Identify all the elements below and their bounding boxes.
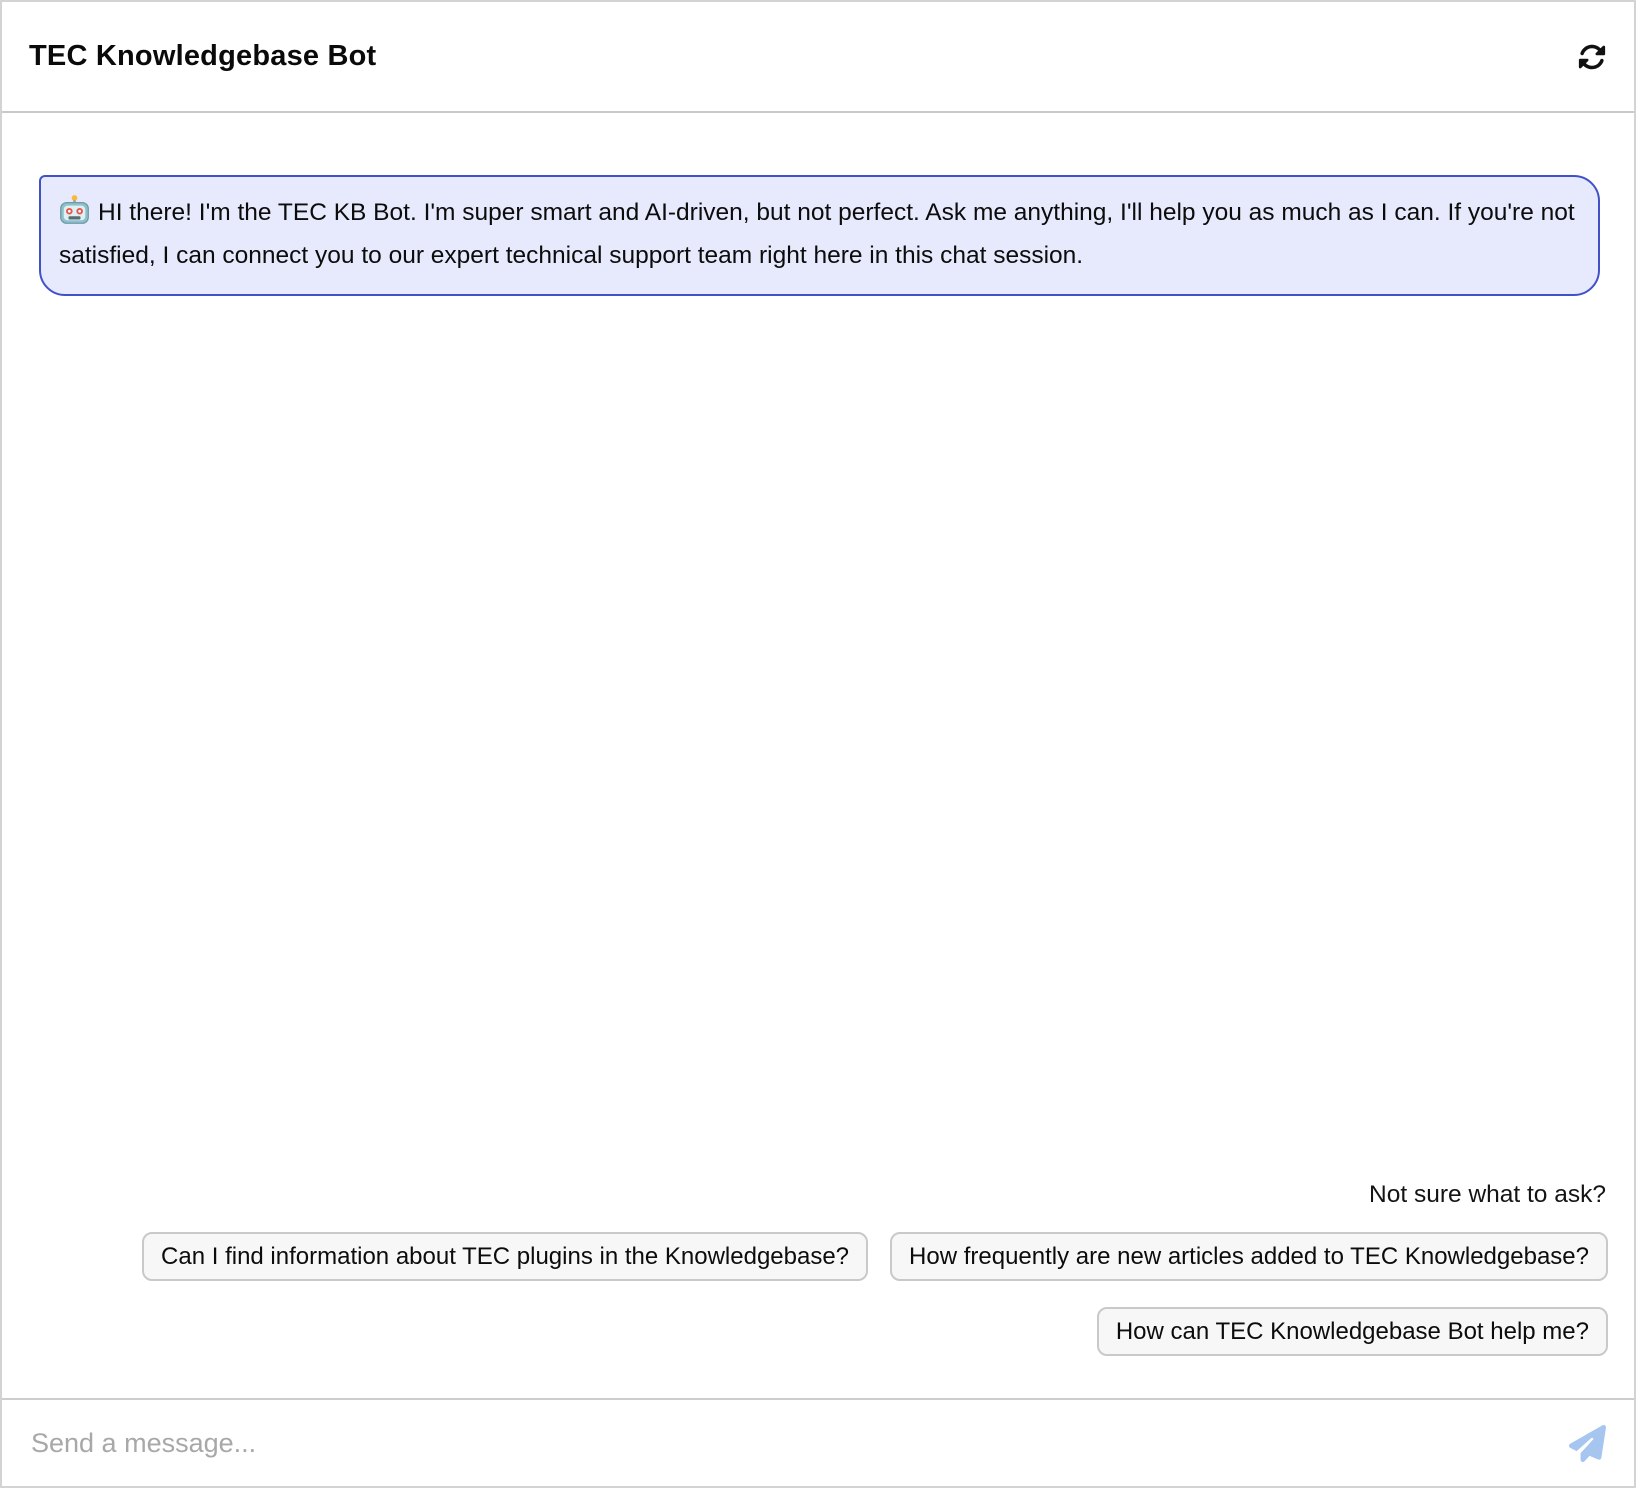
paper-plane-icon (1569, 1425, 1606, 1462)
refresh-button[interactable] (1575, 40, 1609, 74)
message-composer (2, 1398, 1634, 1486)
suggestion-button-tec-plugins[interactable]: Can I find information about TEC plugins in the Knowledgebase? (142, 1232, 868, 1281)
suggestion-buttons-row (39, 1232, 1608, 1356)
header (2, 2, 1634, 113)
bot-message-text: HI there! I'm the TEC KB Bot. I'm super smart and AI-driven, but not perfect. Ask me anything, I'll help you as much as I can. If you're not satisfied, I can connect you to our expert technical support team right here in this chat session. (59, 199, 1575, 269)
robot-emoji-icon (59, 194, 90, 237)
message-input[interactable] (31, 1428, 1546, 1459)
suggestions-prompt: Not sure what to ask? (1369, 1181, 1606, 1208)
chat-empty-space (39, 296, 1608, 1181)
send-button[interactable] (1566, 1422, 1608, 1464)
suggestion-button-article-frequency[interactable]: How frequently are new articles added to TEC Knowledgebase? (890, 1232, 1608, 1281)
suggestion-button-bot-help[interactable]: How can TEC Knowledgebase Bot help me? (1097, 1307, 1608, 1356)
refresh-icon (1578, 43, 1606, 71)
suggestions-section (39, 1181, 1608, 1356)
page-title: TEC Knowledgebase Bot (29, 40, 377, 72)
chat-area (2, 113, 1634, 1398)
bot-message-bubble (39, 175, 1600, 296)
